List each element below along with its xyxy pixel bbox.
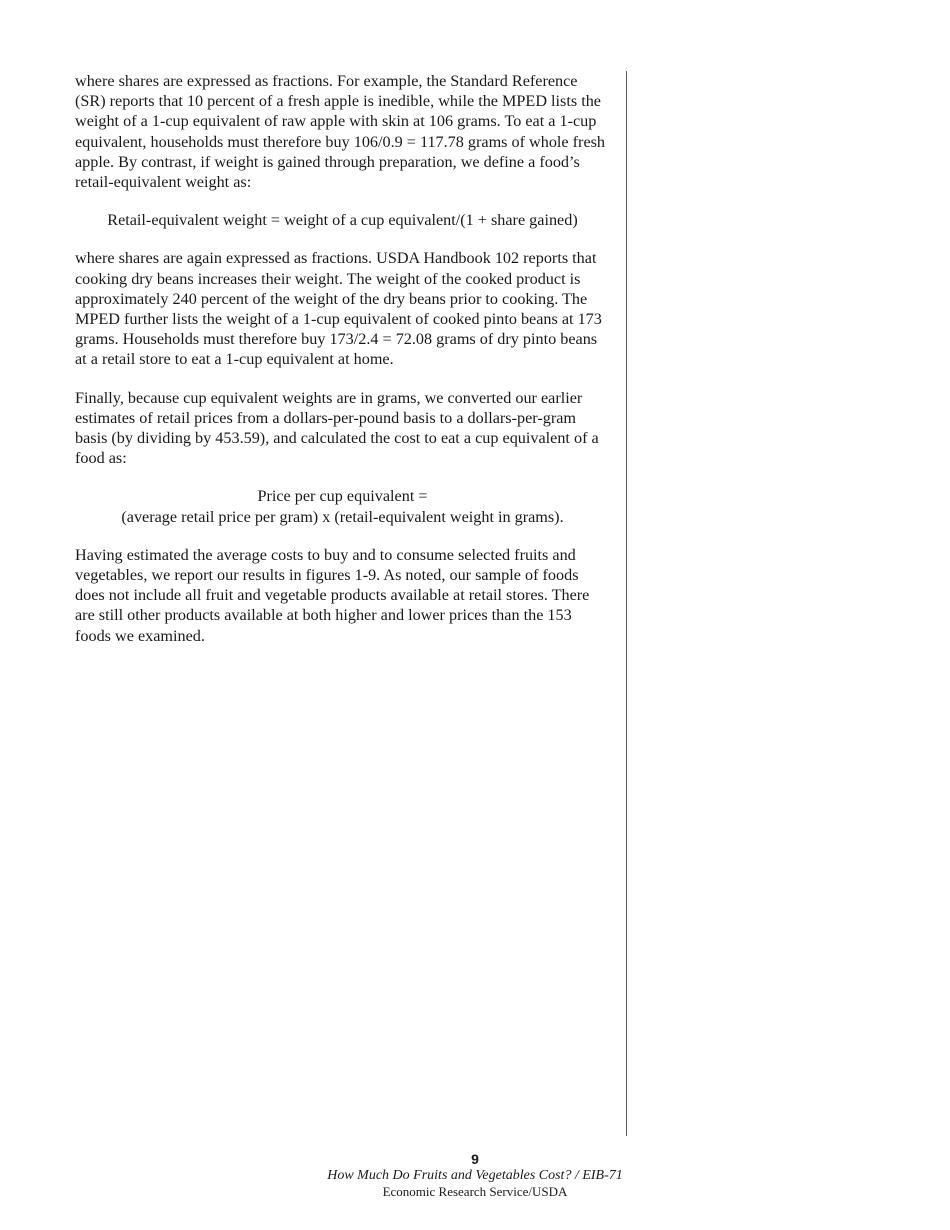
body-paragraph-2: where shares are again expressed as fractions. USDA Handbook 102 reports that cooking dry beans increases their weight. The weight of the cooked product is approximately 240 percent of the weight of the dry beans prior to cooking. The MPED further lists the weight of a 1-cup equivalent of cooked pinto beans at 173 grams. Households must therefore buy 173/2.4 = 72.08 grams of dry pinto beans at a retail store to eat a 1-cup equivalent at home. [75, 249, 602, 369]
formula-2-line-2: (average retail price per gram) x (retail-equivalent weight in grams). [121, 507, 564, 526]
main-text-column [75, 71, 610, 664]
page-footer [0, 1151, 950, 1199]
publication-title: How Much Do Fruits and Vegetables Cost? / EIB-71 [327, 1168, 623, 1183]
body-paragraph-4: Having estimated the average costs to buy and to consume selected fruits and vegetables, we report our results in figures 1-9. As noted, our sample of foods does not include all fruit and vegetable products available at retail stores. There are still other products available at both higher and lower prices than the 153 foods we examined. [75, 545, 590, 645]
body-paragraph-3: Finally, because cup equivalent weights are in grams, we converted our earlier estimates of retail prices from a dollars-per-pound basis to a dollars-per-gram basis (by dividing by 453.59), and calculated the cost to eat a cup equivalent of a food as: [75, 388, 599, 468]
formula-retail-equivalent-weight [75, 210, 610, 230]
page-number: 9 [471, 1151, 479, 1167]
body-paragraph-1: where shares are expressed as fractions. For example, the Standard Reference (SR) reports that 10 percent of a fresh apple is inedible, while the MPED lists the weight of a 1-cup equivalent of raw apple with skin at 106 grams. To eat a 1-cup equivalent, households must therefore buy 106/0.9 = 117.78 grams of whole fresh apple. By contrast, if weight is gained through preparation, we define a food’s retail-equivalent weight as: [75, 72, 606, 192]
formula-2-line-1: Price per cup equivalent = [257, 487, 428, 506]
agency-name: Economic Research Service/USDA [382, 1184, 568, 1199]
column-divider-rule [626, 71, 627, 1136]
formula-1-text: Retail-equivalent weight = weight of a cup equivalent/(1 + share gained) [107, 211, 578, 230]
formula-price-per-cup-equivalent [75, 486, 610, 526]
